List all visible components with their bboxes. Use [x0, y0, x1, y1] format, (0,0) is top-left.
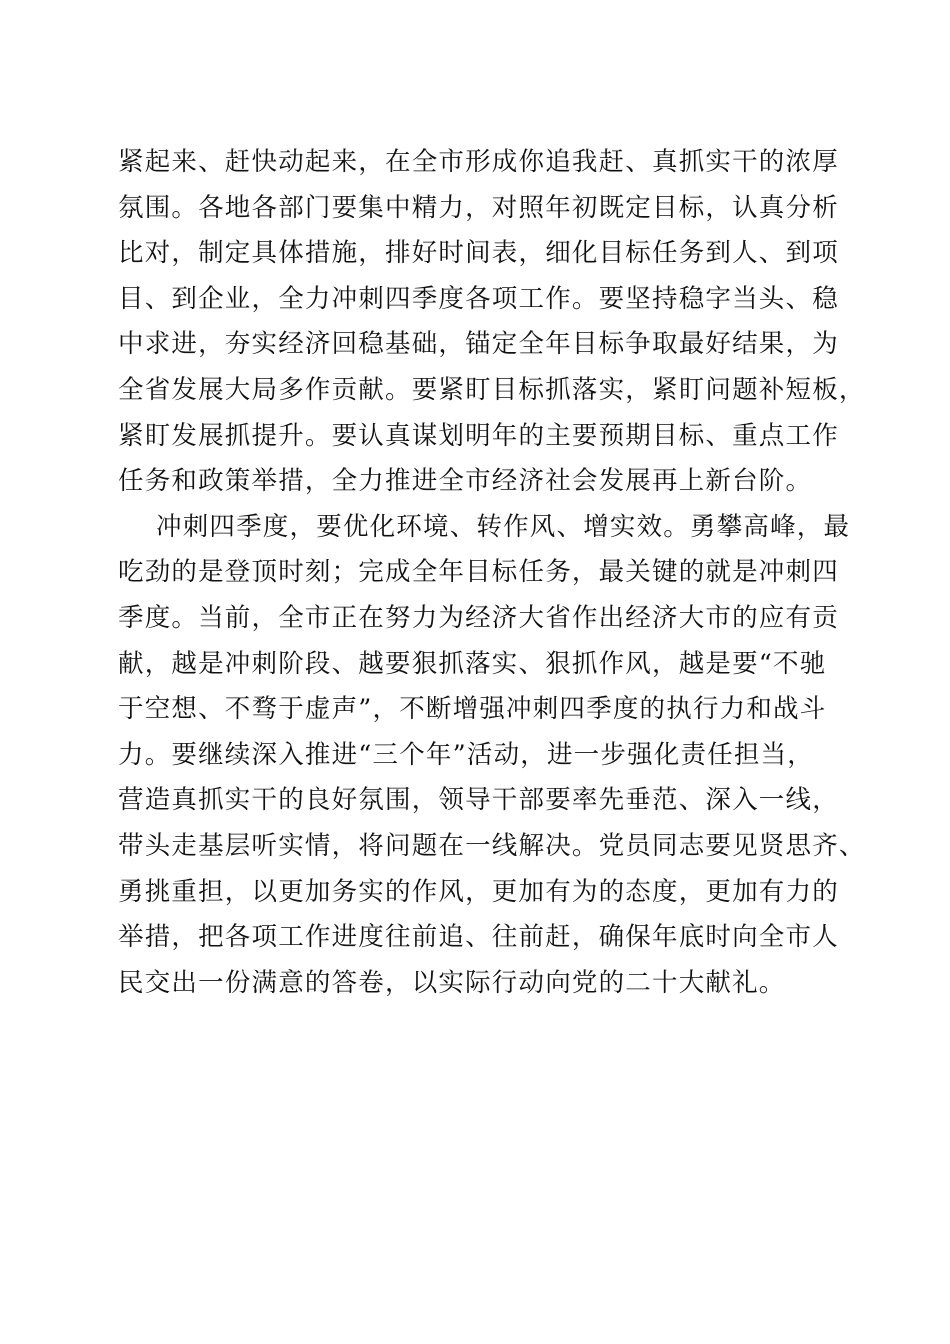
text-line: 比对，制定具体措施，排好时间表，细化目标任务到人、到项: [118, 238, 839, 269]
text-line: 氛围。各地各部门要集中精力，对照年初既定目标，认真分析: [118, 192, 839, 223]
text-line: 紧盯发展抓提升。要认真谋划明年的主要预期目标、重点工作: [118, 420, 839, 451]
text-line: 冲刺四季度，要优化环境、转作风、增实效。勇攀高峰，最: [156, 511, 851, 542]
text-line: 目、到企业，全力冲刺四季度各项工作。要坚持稳字当头、稳: [118, 283, 839, 314]
text-line: 任务和政策举措，全力推进全市经济社会发展再上新台阶。: [118, 466, 813, 497]
text-line: 紧起来、赶快动起来，在全市形成你追我赶、真抓实干的浓厚: [118, 147, 839, 177]
text-line: 全省发展大局多作贡献。要紧盯目标抓落实，紧盯问题补短板，: [118, 374, 866, 405]
text-line: 季度。当前，全市正在努力为经济大省作出经济大市的应有贡: [118, 602, 839, 633]
text-line: 吃劲的是登顶时刻；完成全年目标任务，最关键的就是冲刺四: [118, 557, 839, 588]
text-line: 民交出一份满意的答卷，以实际行动向党的二十大献礼。: [118, 967, 786, 998]
text-line: 带头走基层听实情，将问题在一线解决。党员同志要见贤思齐、: [118, 830, 866, 861]
text-line: 献，越是冲刺阶段、越要狠抓落实、狠抓作风，越是要“不驰: [118, 648, 827, 679]
paragraph-2: [118, 505, 866, 1007]
text-line: 营造真抓实干的良好氛围，领导干部要率先垂范、深入一线，: [118, 785, 839, 816]
text-line: 勇挑重担，以更加务实的作风，更加有为的态度，更加有力的: [118, 876, 839, 907]
text-line: 于空想、不骛于虚声”，不断增强冲刺四季度的执行力和战斗: [118, 694, 827, 725]
paragraph-1: [118, 140, 866, 505]
document-body: [118, 140, 866, 1006]
text-line: 力。要继续深入推进“三个年”活动，进一步强化责任担当，: [118, 739, 814, 770]
text-line: 中求进，夯实经济回稳基础，锚定全年目标争取最好结果，为: [118, 329, 839, 360]
text-line: 举措，把各项工作进度往前追、往前赶，确保年底时向全市人: [118, 922, 839, 953]
